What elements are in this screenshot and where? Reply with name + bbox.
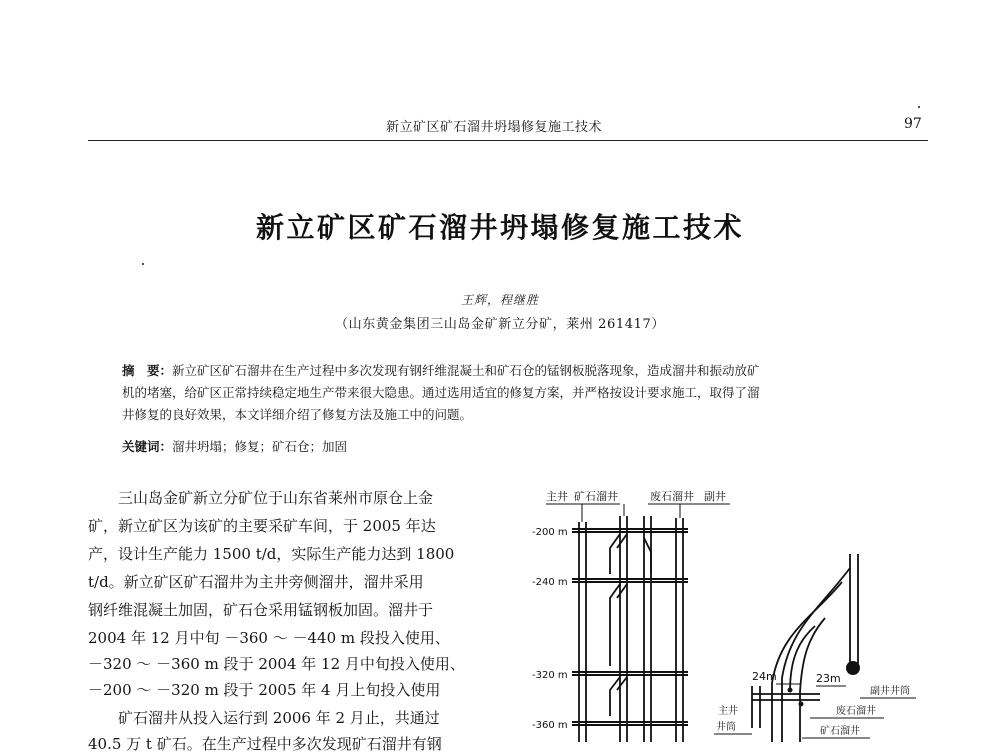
body-line: 矿石溜井从投入运行到 2006 年 2 月止，共通过 bbox=[88, 709, 440, 727]
level-label: -200 m bbox=[532, 527, 568, 538]
level-drifts bbox=[572, 529, 688, 725]
abstract-line: 机的堵塞，给矿区正常持续稳定地生产带来很大隐患。通过选用适宜的修复方案，并严格按设计要求施工，取得了溜 bbox=[122, 385, 760, 400]
abstract-label: 摘 要： bbox=[122, 363, 173, 378]
shaft-diagram-svg bbox=[520, 478, 920, 742]
auxiliary-shaft-marker bbox=[846, 661, 860, 675]
body-line: －320 ～ －360 m 段于 2004 年 12 月中旬投入使用、 bbox=[88, 655, 465, 673]
label-main-shaft: 主井 bbox=[546, 490, 568, 503]
ore-pass-marker bbox=[788, 688, 793, 693]
running-title: 新立矿区矿石溜井坍塌修复施工技术 bbox=[386, 120, 603, 135]
label-auxiliary-shaft: 副井 bbox=[704, 490, 726, 503]
level-label: -360 m bbox=[532, 720, 568, 731]
level-labels bbox=[532, 527, 568, 731]
scan-speck bbox=[142, 263, 144, 265]
body-line: －200 ～ －320 m 段于 2005 年 4 月上旬投入使用 bbox=[88, 681, 441, 699]
label-waste-pass-detail: 废石溜井 bbox=[836, 706, 876, 717]
label-main-shaft-detail-1: 主井 bbox=[718, 706, 738, 717]
label-waste-pass: 废石溜井 bbox=[650, 490, 694, 503]
keywords-text: 溜井坍塌；修复；矿石仓；加固 bbox=[172, 439, 348, 454]
shaft-diagram bbox=[520, 478, 920, 742]
keywords-label: 关键词： bbox=[122, 439, 173, 454]
body-line: t/d。新立矿区矿石溜井为主井旁侧溜井，溜井采用 bbox=[88, 573, 424, 591]
article-title: 新立矿区矿石溜井坍塌修复施工技术 bbox=[255, 211, 744, 244]
level-label: -240 m bbox=[532, 577, 568, 588]
dimension-label: 24m bbox=[752, 670, 777, 683]
label-aux-shaft-bore: 副井井筒 bbox=[870, 686, 910, 697]
label-ore-pass-detail: 矿石溜井 bbox=[820, 726, 860, 737]
header-rule bbox=[88, 140, 928, 141]
body-line: 钢纤维混凝土加固，矿石仓采用锰钢板加固。溜井于 bbox=[88, 601, 434, 619]
body-line: 三山岛金矿新立分矿位于山东省莱州市原仓上金 bbox=[88, 489, 434, 507]
body-line: 40.5 万 t 矿石。在生产过程中多次发现矿石溜井有钢 bbox=[88, 735, 442, 753]
level-label: -320 m bbox=[532, 670, 568, 681]
body-line: 产，设计生产能力 1500 t/d，实际生产能力达到 1800 bbox=[88, 545, 455, 563]
label-ore-pass: 矿石溜井 bbox=[574, 490, 618, 503]
abstract bbox=[122, 360, 882, 426]
body-line: 矿，新立矿区为该矿的主要采矿车间，于 2005 年达 bbox=[88, 517, 436, 535]
label-main-shaft-detail-2: 井筒 bbox=[716, 722, 736, 733]
keywords bbox=[122, 436, 882, 458]
abstract-line: 新立矿区矿石溜井在生产过程中多次发现有钢纤维混凝土和矿石仓的锰钢板脱落现象，造成溜井和振动放矿 bbox=[172, 363, 760, 378]
dimension-label: 23m bbox=[816, 672, 841, 685]
article-authors: 王辉，程继胜 bbox=[460, 293, 539, 307]
top-label-group bbox=[546, 489, 730, 522]
vertical-shafts bbox=[579, 516, 683, 742]
article-affiliation: （山东黄金集团三山岛金矿新立分矿，莱州 261417） bbox=[335, 317, 665, 332]
page-number: 97 bbox=[904, 116, 922, 132]
abstract-line: 井修复的良好效果，本文详细介绍了修复方法及施工中的问题。 bbox=[122, 407, 473, 422]
scan-speck bbox=[918, 106, 920, 108]
waste-pass-marker bbox=[799, 702, 804, 707]
running-head bbox=[0, 116, 1000, 138]
body-line: 2004 年 12 月中旬 －360 ～ －440 m 段投入使用、 bbox=[88, 629, 450, 647]
